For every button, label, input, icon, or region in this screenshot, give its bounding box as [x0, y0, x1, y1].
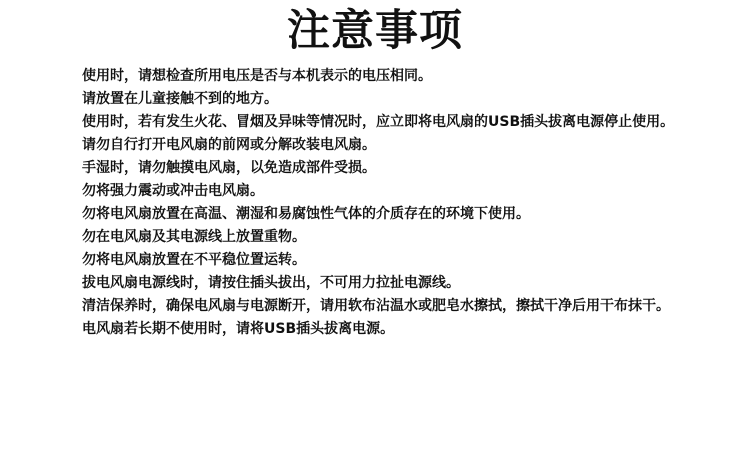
notes-list [82, 70, 702, 346]
note-item: 使用时，请想检查所用电压是否与本机表示的电压相同。 [82, 68, 432, 84]
note-item: 请放置在儿童接触不到的地方。 [82, 91, 278, 107]
note-item: 勿在电风扇及其电源线上放置重物。 [82, 229, 306, 245]
note-item: 拔电风扇电源线时，请按住插头拔出，不可用力拉扯电源线。 [82, 275, 460, 291]
note-item: 电风扇若长期不使用时，请将USB插头拔离电源。 [82, 321, 395, 337]
note-item: 清洁保养时，确保电风扇与电源断开，请用软布沾温水或肥皂水擦拭，擦拭干净后用干布抹干。 [82, 298, 670, 314]
note-item: 手湿时，请勿触摸电风扇，以免造成部件受损。 [82, 160, 376, 176]
note-item: 勿将强力震动或冲击电风扇。 [82, 183, 264, 199]
page-title: 注意事项 [287, 6, 463, 56]
note-item: 请勿自行打开电风扇的前网或分解改装电风扇。 [82, 137, 376, 153]
note-item: 使用时，若有发生火花、冒烟及异味等情况时，应立即将电风扇的USB插头拔离电源停止使用。 [82, 114, 675, 130]
note-item: 勿将电风扇放置在高温、潮湿和易腐蚀性气体的介质存在的环境下使用。 [82, 206, 530, 222]
note-item: 勿将电风扇放置在不平稳位置运转。 [82, 252, 306, 268]
